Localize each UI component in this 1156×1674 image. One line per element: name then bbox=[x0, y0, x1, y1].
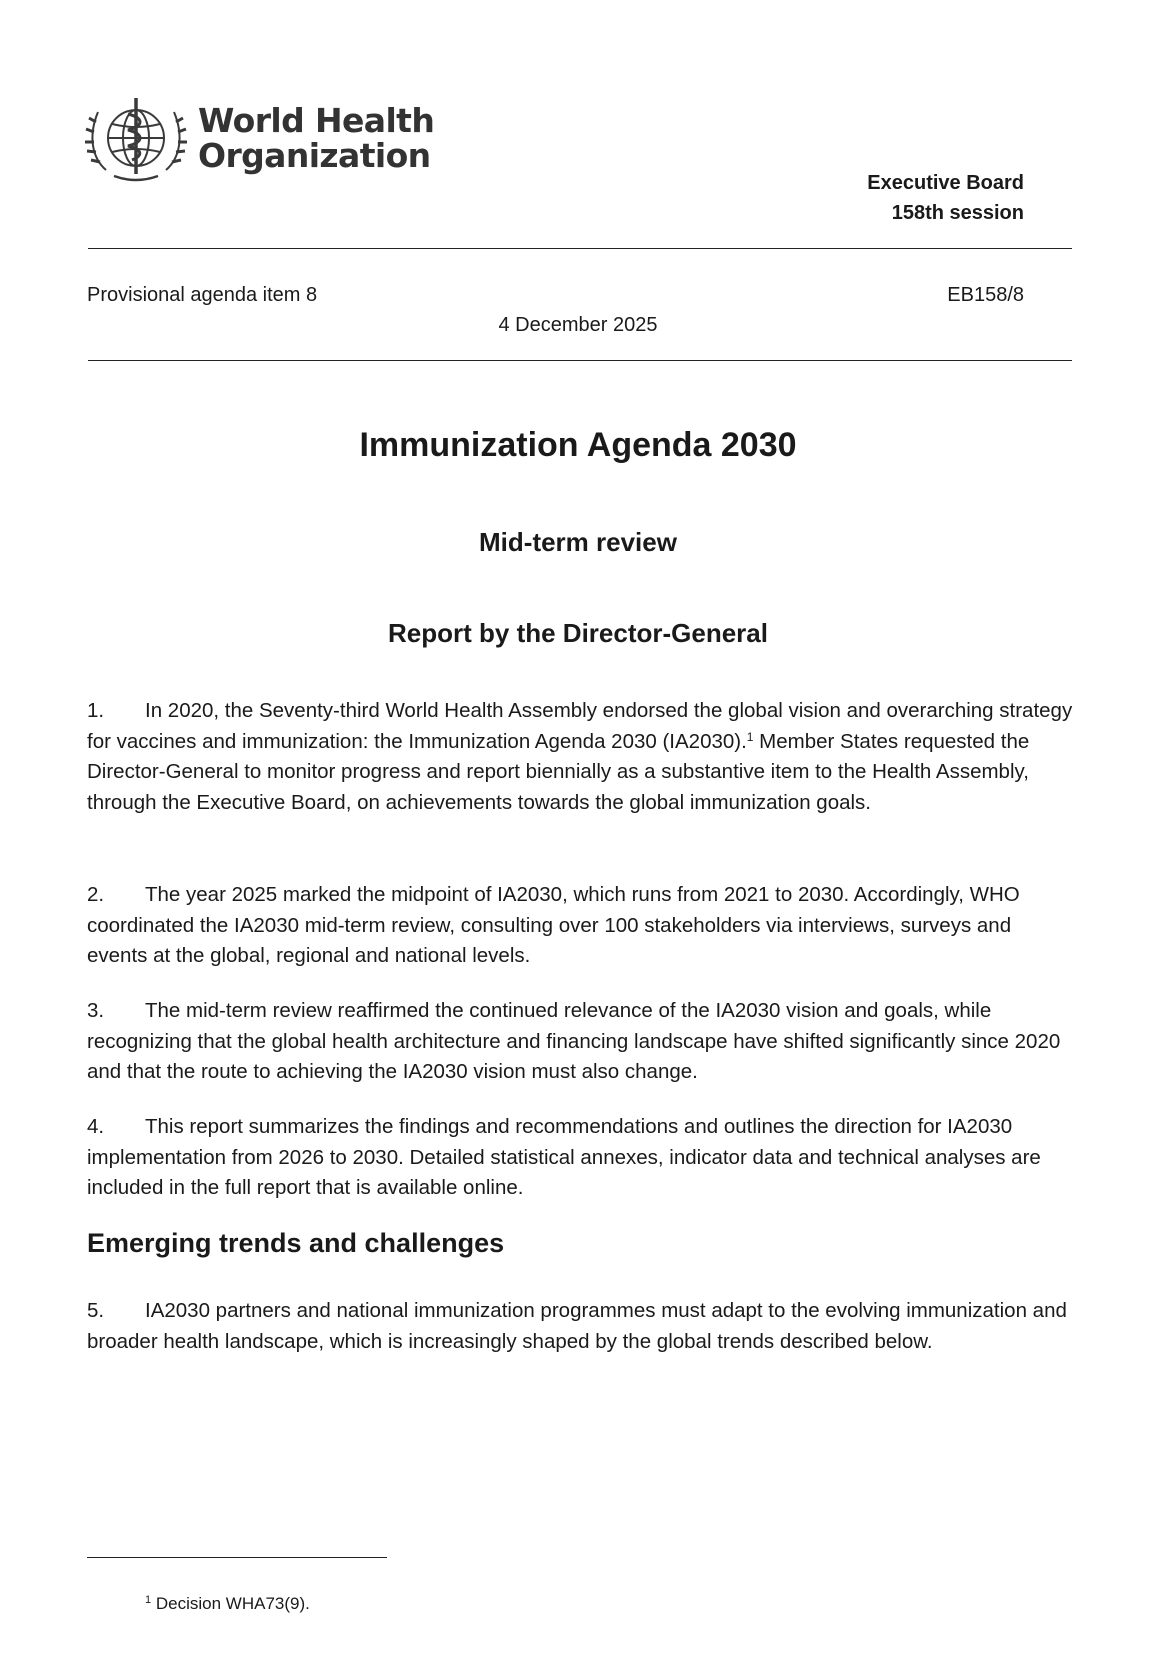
document-subtitle: Mid-term review bbox=[479, 527, 677, 557]
board-info bbox=[867, 168, 1024, 228]
paragraph-2 bbox=[87, 880, 1077, 972]
who-logo bbox=[84, 92, 434, 184]
paragraph-number: 2. bbox=[87, 883, 105, 906]
bottom-divider bbox=[88, 360, 1072, 361]
paragraph-text: This report summarizes the findings and recommendations and outlines the direction for IA2030 implementation from 2026 to 2030. Detailed statistical annexes, indicator data and technical analyses are included in the full report that is available online. bbox=[87, 1115, 1041, 1199]
paragraph-4 bbox=[87, 1112, 1077, 1204]
top-divider bbox=[88, 248, 1072, 249]
paragraph-number: 1. bbox=[87, 699, 105, 722]
footnote bbox=[145, 1594, 310, 1614]
document-number: EB158/8 bbox=[947, 284, 1024, 306]
org-name bbox=[198, 103, 434, 173]
paragraph-text-continued: Member States requested the Director-General to monitor progress and report biennially as a substantive item to the Health Assembly, through the Executive Board, on achievements towards the global immunization goals. bbox=[87, 729, 1030, 814]
report-author-line: Report by the Director-General bbox=[388, 618, 768, 648]
paragraph-text: IA2030 partners and national immunization programmes must adapt to the evolving immunization and broader health landscape, which is increasingly shaped by the global trends described below. bbox=[87, 1299, 1067, 1353]
agenda-item: Provisional agenda item 8 bbox=[87, 284, 318, 306]
footnote-divider bbox=[87, 1557, 387, 1558]
paragraph-text: The mid-term review reaffirmed the continued relevance of the IA2030 vision and goals, while recognizing that the global health architecture and financing landscape have shifted significantly since 2020 and that the route to achieving the IA2030 vision must also change. bbox=[87, 999, 1061, 1083]
footnote-marker: 1 bbox=[145, 1594, 152, 1606]
paragraph-5 bbox=[87, 1296, 1077, 1357]
paragraph-number: 4. bbox=[87, 1115, 105, 1138]
board-name: Executive Board bbox=[867, 172, 1024, 194]
paragraph-text: The year 2025 marked the midpoint of IA2030, which runs from 2021 to 2030. Accordingly, WHO coordinated the IA2030 mid-term review, consulting over 100 stakeholders via interviews, surveys and events at the global, regional and national levels. bbox=[87, 883, 1020, 967]
document-date: 4 December 2025 bbox=[498, 314, 658, 336]
document-title: Immunization Agenda 2030 bbox=[359, 426, 797, 464]
board-session: 158th session bbox=[891, 202, 1024, 224]
paragraph-1 bbox=[87, 696, 1077, 818]
footnote-reference[interactable]: 1 bbox=[746, 729, 754, 744]
paragraph-text: In 2020, the Seventy-third World Health Assembly endorsed the global vision and overarching strategy for vaccines and immunization: the Immunization Agenda 2030 (IA2030). bbox=[87, 699, 1073, 753]
paragraph-3 bbox=[87, 996, 1077, 1088]
org-name-line1: World Health bbox=[198, 101, 435, 140]
section-heading: Emerging trends and challenges bbox=[87, 1228, 505, 1258]
paragraph-number: 3. bbox=[87, 999, 105, 1022]
who-emblem-icon bbox=[84, 92, 188, 184]
org-name-line2: Organization bbox=[198, 136, 431, 175]
paragraph-number: 5. bbox=[87, 1299, 105, 1322]
footnote-text: Decision WHA73(9). bbox=[155, 1594, 310, 1613]
